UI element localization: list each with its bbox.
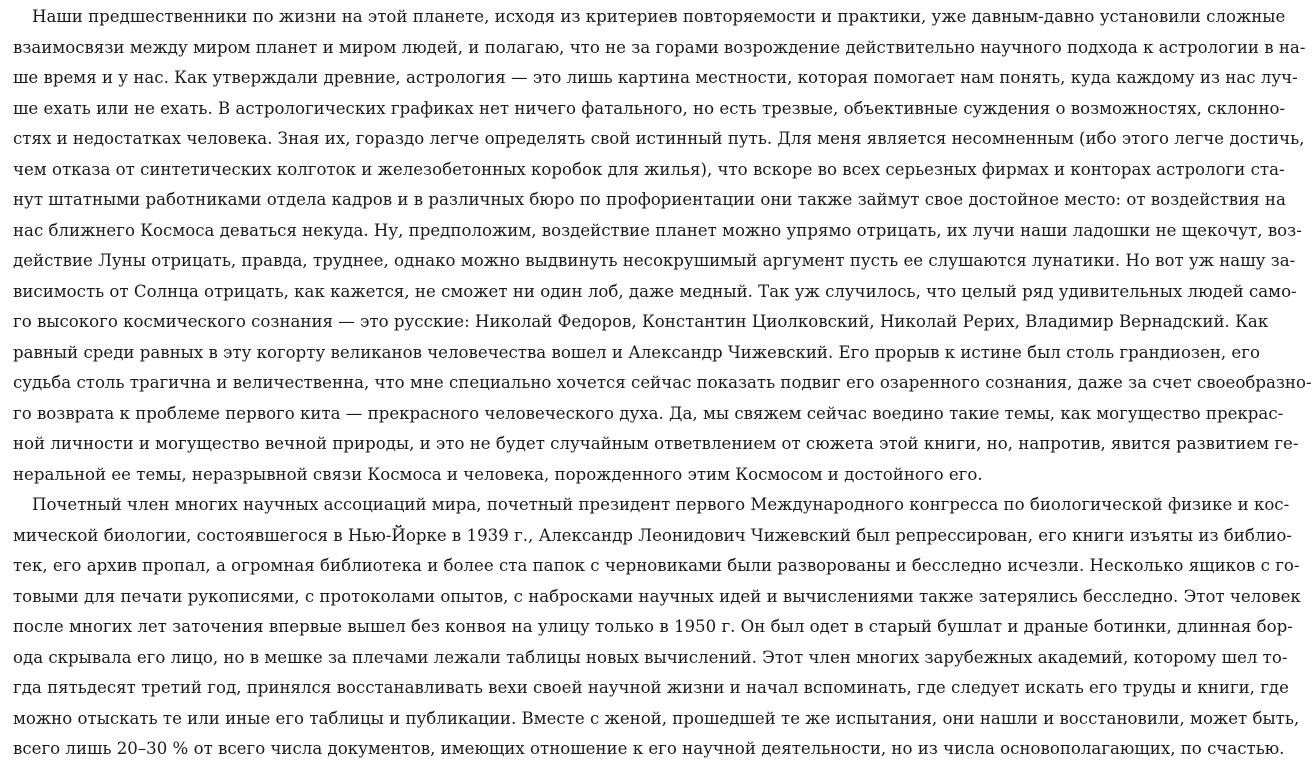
text-line: тек, его архив пропал, а огромная библиотека и более ста папок с черновиками были разворованы и бесследно исчезли. Несколько ящиков с го-: [13, 556, 1300, 575]
text-line: го возврата к проблеме первого кита — прекрасного человеческого духа. Да, мы свяжем сейчас воедино такие темы, как могущество прекрас-: [13, 403, 1284, 423]
text-line: действие Луны отрицать, правда, труднее, однако можно выдвинуть несокрушимый аргумент пусть ее слушаются лунатики. Но вот уж нашу за-: [13, 251, 1296, 270]
text-line: Почетный член многих научных ассоциаций мира, почетный президент первого Международного конгресса по биологической физике и кос-: [32, 495, 1290, 514]
text-line: ше время и у нас. Как утверждали древние, астрология — это лишь картина местности, которая помогает нам понять, куда каждому из нас луч-: [13, 68, 1298, 87]
text-line: стях и недостатках человека. Зная их, гораздо легче определять свой истинный путь. Для меня является несомненным (ибо этого легче достичь,: [13, 129, 1305, 148]
text-line: мической биологии, состоявшегося в Нью-Йорке в 1939 г., Александр Леонидович Чижевский был репрессирован, его книги изъяты из библио-: [13, 525, 1293, 545]
text-line: товыми для печати рукописями, с протоколами опытов, с набросками научных идей и вычислениями также затерялись бесследно. Этот человек: [13, 586, 1301, 606]
document-page: [13, 2, 1312, 765]
text-line: взаимосвязи между миром планет и миром людей, и полагаю, что не за горами возрождение действительно научного подхода к астрологии в на-: [13, 37, 1306, 57]
text-line: гда пятьдесят третий год, принялся восстанавливать вехи своей научной жизни и начал вспоминать, где следует искать его труды и книги, где: [13, 678, 1289, 697]
text-line: го высокого космического сознания — это русские: Николай Федоров, Константин Циолковский, Николай Рерих, Владимир Вернадский. Как: [13, 312, 1269, 331]
text-line: судьба столь трагична и величественна, что мне специально хочется сейчас показать подвиг его озаренного сознания, даже за счет своеобразно-: [13, 373, 1312, 392]
text-line: можно отыскать те или иные его таблицы и публикации. Вместе с женой, прошедшей те же испытания, они нашли и восстановили, может быть,: [13, 708, 1300, 728]
text-line: ода скрывала его лицо, но в мешке за плечами лежали таблицы новых вычислений. Этот член многих зарубежных академий, которому шел то-: [13, 647, 1288, 667]
text-line: всего лишь 20–30 % от всего числа документов, имеющих отношение к его научной деятельности, но из числа основополагающих, по счастью.: [13, 739, 1285, 758]
text-line: нут штатными работниками отдела кадров и в различных бюро по профориентации они также займут свое достойное место: от воздействия на: [13, 190, 1286, 209]
paragraph-2: [13, 490, 1301, 765]
text-line: ной личности и могущество вечной природы, и это не будет случайным ответвлением от сюжета этой книги, но, напротив, явится развитием ге-: [13, 434, 1299, 453]
text-line: после многих лет заточения впервые вышел без конвоя на улицу только в 1950 г. Он был одет в старый бушлат и драные ботинки, длинная бор-: [13, 617, 1293, 636]
text-line: Наши предшественники по жизни на этой планете, исходя из критериев повторяемости и практики, уже давным-давно установили сложные: [32, 7, 1286, 26]
text-line: неральной ее темы, неразрывной связи Космоса и человека, порожденного этим Космосом и достойного его.: [13, 464, 983, 484]
text-line: висимость от Солнца отрицать, как кажется, не сможет ни один лоб, даже медный. Так уж случилось, что целый ряд удивительных людей само-: [13, 281, 1297, 301]
paragraph-1: [13, 2, 1312, 490]
text-line: равный среди равных в эту когорту великанов человечества вошел и Александр Чижевский. Его прорыв к истине был столь грандиозен, его: [13, 342, 1260, 362]
text-line: чем отказа от синтетических колготок и железобетонных коробок для жилья), что вскоре во всех серьезных фирмах и конторах астрологи ста-: [13, 159, 1285, 179]
text-line: ше ехать или не ехать. В астрологических графиках нет ничего фатального, но есть трезвые, объективные суждения о возможностях, склонно-: [13, 98, 1286, 118]
text-line: нас ближнего Космоса деваться некуда. Ну, предположим, воздействие планет можно упрямо отрицать, их лучи наши ладошки не щекочут, воз-: [13, 220, 1302, 240]
